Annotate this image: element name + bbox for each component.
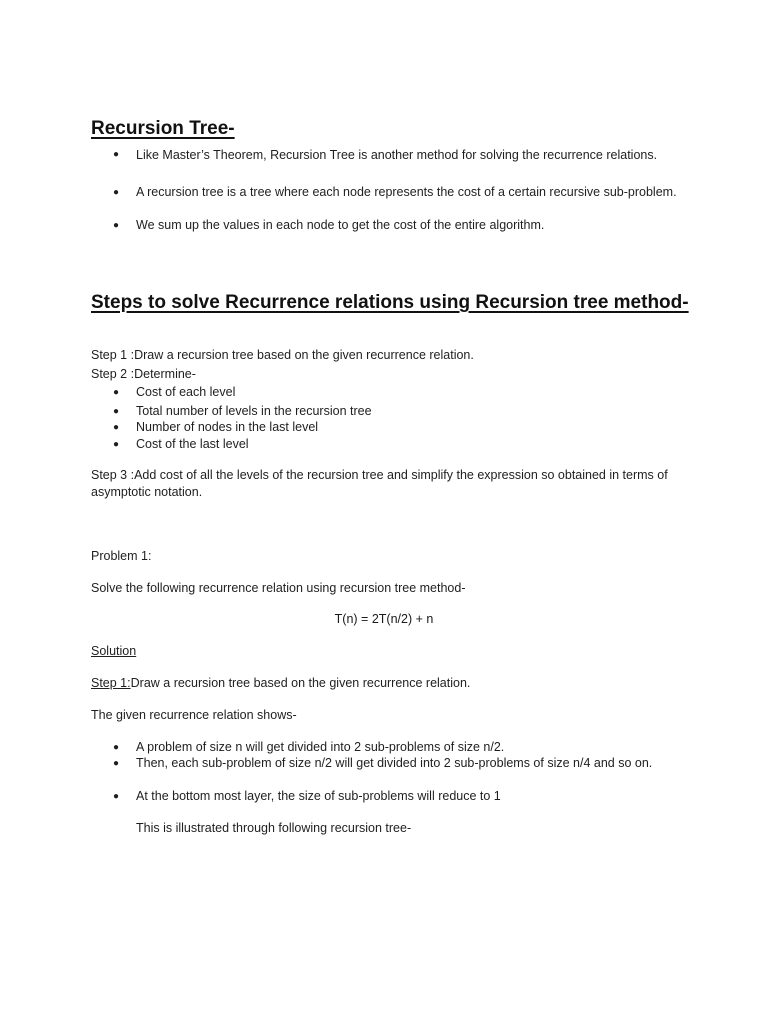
list-item: Number of nodes in the last level bbox=[136, 420, 319, 434]
bullet-icon: ● bbox=[113, 422, 120, 433]
list-item: Cost of the last level bbox=[136, 437, 249, 451]
illustration-caption: This is illustrated through following recursion tree- bbox=[136, 821, 412, 835]
step-2-text: Step 2 :Determine- bbox=[91, 367, 196, 381]
bullet-icon: ● bbox=[113, 406, 120, 417]
recurrence-intro: The given recurrence relation shows- bbox=[91, 708, 297, 722]
list-item: Then, each sub-problem of size n/2 will get divided into 2 sub-problems of size n/4 and so on. bbox=[136, 756, 653, 770]
solution-heading: Solution bbox=[91, 644, 137, 658]
list-item: A recursion tree is a tree where each node represents the cost of a certain recursive sub-problem. bbox=[136, 185, 677, 199]
bullet-icon: ● bbox=[113, 149, 120, 160]
step-3-text: Step 3 :Add cost of all the levels of the recursion tree and simplify the expression so obtained in terms of asymptotic notation. bbox=[91, 468, 668, 499]
bullet-icon: ● bbox=[113, 220, 120, 231]
list-item: We sum up the values in each node to get the cost of the entire algorithm. bbox=[136, 218, 545, 232]
bullet-icon: ● bbox=[113, 758, 120, 769]
bullet-icon: ● bbox=[113, 187, 120, 198]
list-item: A problem of size n will get divided into 2 sub-problems of size n/2. bbox=[136, 740, 505, 754]
step-1-label: Step 1: bbox=[91, 676, 131, 690]
recurrence-equation: T(n) = 2T(n/2) + n bbox=[334, 612, 434, 626]
section-title-steps: Steps to solve Recurrence relations using Recursion tree method- bbox=[91, 292, 689, 313]
section-title-recursion-tree: Recursion Tree- bbox=[91, 118, 235, 139]
problem-label: Problem 1: bbox=[91, 549, 152, 563]
list-item: At the bottom most layer, the size of sub-problems will reduce to 1 bbox=[136, 789, 501, 803]
step-1-text: Step 1 :Draw a recursion tree based on the given recurrence relation. bbox=[91, 348, 474, 362]
bullet-icon: ● bbox=[113, 387, 120, 398]
list-item: Like Master’s Theorem, Recursion Tree is another method for solving the recurrence relations. bbox=[136, 148, 658, 162]
problem-statement: Solve the following recurrence relation using recursion tree method- bbox=[91, 581, 466, 595]
step-1-description: Draw a recursion tree based on the given recurrence relation. bbox=[130, 676, 471, 690]
bullet-icon: ● bbox=[113, 439, 120, 450]
bullet-icon: ● bbox=[113, 791, 120, 802]
list-item: Cost of each level bbox=[136, 385, 236, 399]
list-item: Total number of levels in the recursion tree bbox=[136, 404, 372, 418]
bullet-icon: ● bbox=[113, 742, 120, 753]
solution-step-1 bbox=[91, 675, 470, 692]
